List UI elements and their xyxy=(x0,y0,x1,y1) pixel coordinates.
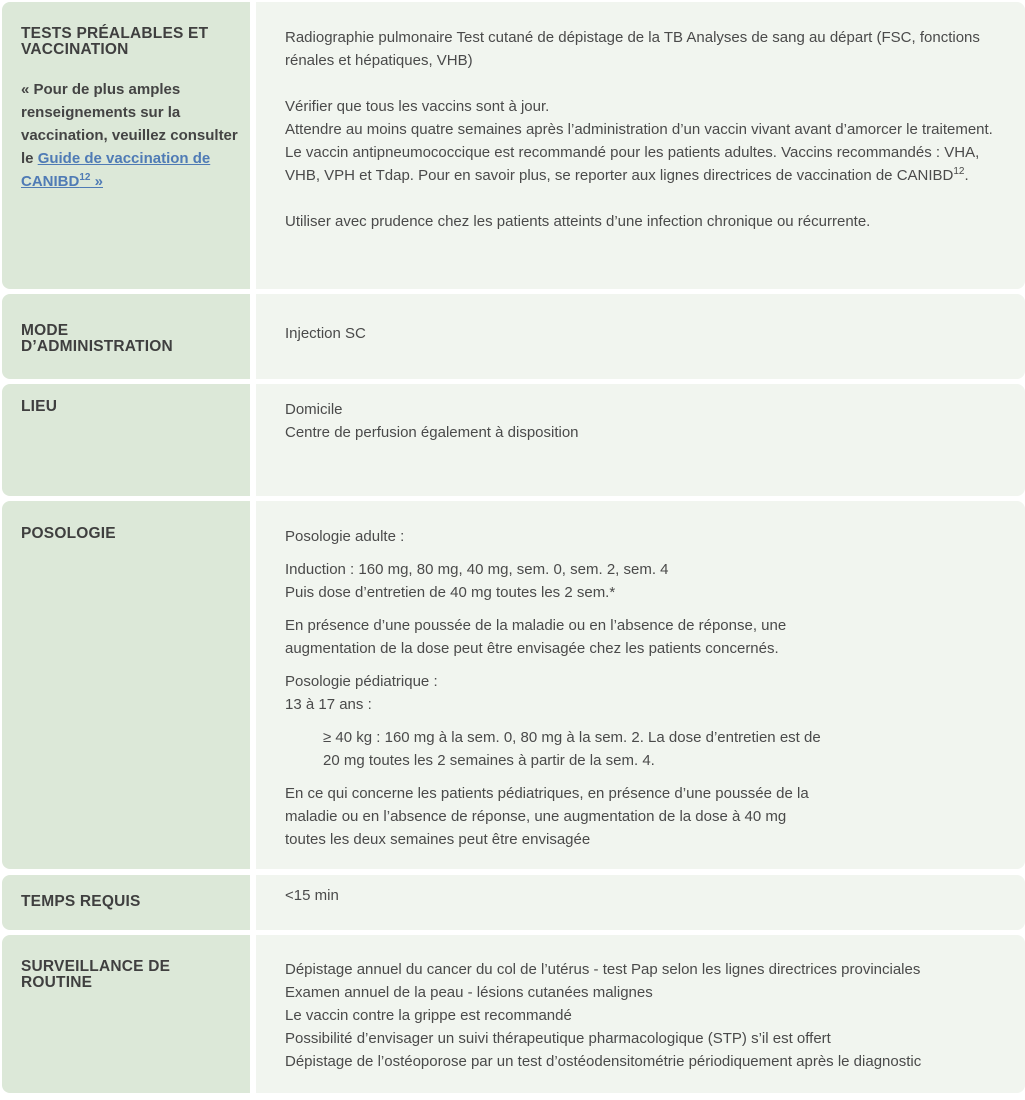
row-content-cell xyxy=(256,2,1025,289)
row-content-cell xyxy=(256,501,1025,869)
content-line: Dépistage annuel du cancer du col de l’utérus - test Pap selon les lignes directrices provinciales xyxy=(285,961,921,978)
content-block xyxy=(285,884,1015,907)
row-label-cell xyxy=(2,935,250,1093)
content-line: <15 min xyxy=(285,887,339,904)
row-heading: TESTS PRÉALABLES ET VACCINATION xyxy=(21,25,209,58)
content-line: Posologie pédiatrique : xyxy=(285,673,438,690)
row-content-cell xyxy=(256,294,1025,379)
content-line: Domicile xyxy=(285,401,343,418)
content-block xyxy=(285,525,1015,851)
row-label-cell xyxy=(2,2,250,289)
content-line: Puis dose d’entretien de 40 mg toutes les 2 sem.* xyxy=(285,584,616,601)
content-line: maladie ou en l’absence de réponse, une augmentation de la dose à 40 mg xyxy=(285,808,787,825)
row-heading: LIEU xyxy=(21,398,58,415)
content-line: ≥ 40 kg : 160 mg à la sem. 0, 80 mg à la sem. 2. La dose d’entretien est de xyxy=(323,729,821,746)
row-label-cell xyxy=(2,501,250,869)
content-line: augmentation de la dose peut être envisagée chez les patients concernés. xyxy=(285,640,779,657)
content-line: En présence d’une poussée de la maladie ou en l’absence de réponse, une xyxy=(285,617,787,634)
content-line: Attendre au moins quatre semaines après l’administration d’un vaccin vivant avant d’amorcer le traitement. xyxy=(285,121,993,138)
content-block xyxy=(285,322,1015,345)
content-line: Le vaccin contre la grippe est recommandé xyxy=(285,1007,572,1024)
content-line: Injection SC xyxy=(285,325,366,342)
content-block xyxy=(285,398,1015,444)
row-label-cell xyxy=(2,384,250,496)
content-line: Utiliser avec prudence chez les patients atteints d’une infection chronique ou récurrente. xyxy=(285,213,871,230)
content-line: Vérifier que tous les vaccins sont à jour. xyxy=(285,98,550,115)
row-tests-prealables xyxy=(2,2,1025,289)
vaccination-note xyxy=(21,78,238,193)
content-line: 20 mg toutes les 2 semaines à partir de la sem. 4. xyxy=(323,752,655,769)
row-heading: MODE D’ADMINISTRATION xyxy=(21,322,173,355)
note-prefix: « Pour de plus amples renseignements sur la vaccination, veuillez consulter le xyxy=(21,81,238,167)
content-block xyxy=(285,26,1015,233)
row-content-cell xyxy=(256,384,1025,496)
row-label-cell xyxy=(2,294,250,379)
canibd-guide-link[interactable]: Guide de vaccination de CANIBD$^{12}$ » xyxy=(21,150,211,190)
content-line: 13 à 17 ans : xyxy=(285,696,372,713)
content-line: Posologie adulte : xyxy=(285,528,405,545)
row-surveillance-routine xyxy=(2,935,1025,1093)
row-temps-requis xyxy=(2,875,1025,930)
content-block xyxy=(285,958,1015,1073)
content-line: Dépistage de l’ostéoporose par un test d’ostéodensitométrie périodiquement après le diagnostic xyxy=(285,1053,922,1070)
row-heading: POSOLOGIE xyxy=(21,525,116,542)
content-line: Centre de perfusion également à disposition xyxy=(285,424,579,441)
row-mode-administration xyxy=(2,294,1025,379)
row-lieu xyxy=(2,384,1025,496)
row-content-cell xyxy=(256,875,1025,930)
row-heading: TEMPS REQUIS xyxy=(21,893,141,910)
content-line: Le vaccin antipneumococcique est recommandé pour les patients adultes. Vaccins recommandés : VHA, VHB, VPH et Tdap. Pour en savoir plus, se reporter aux lignes directrices de vaccination de CANIBD$^{12}$. xyxy=(285,144,980,184)
row-label-cell xyxy=(2,875,250,930)
content-line: Examen annuel de la peau - lésions cutanées malignes xyxy=(285,984,653,1001)
row-posologie xyxy=(2,501,1025,869)
row-heading: SURVEILLANCE DE ROUTINE xyxy=(21,958,171,991)
content-line: Radiographie pulmonaire Test cutané de dépistage de la TB Analyses de sang au départ (FSC, fonctions rénales et hépatiques, VHB) xyxy=(285,29,980,69)
content-line: toutes les deux semaines peut être envisagée xyxy=(285,831,591,848)
content-line: Possibilité d’envisager un suivi thérapeutique pharmacologique (STP) s’il est offert xyxy=(285,1030,831,1047)
row-content-cell xyxy=(256,935,1025,1093)
content-line: Induction : 160 mg, 80 mg, 40 mg, sem. 0, sem. 2, sem. 4 xyxy=(285,561,669,578)
content-line: En ce qui concerne les patients pédiatriques, en présence d’une poussée de la xyxy=(285,785,809,802)
